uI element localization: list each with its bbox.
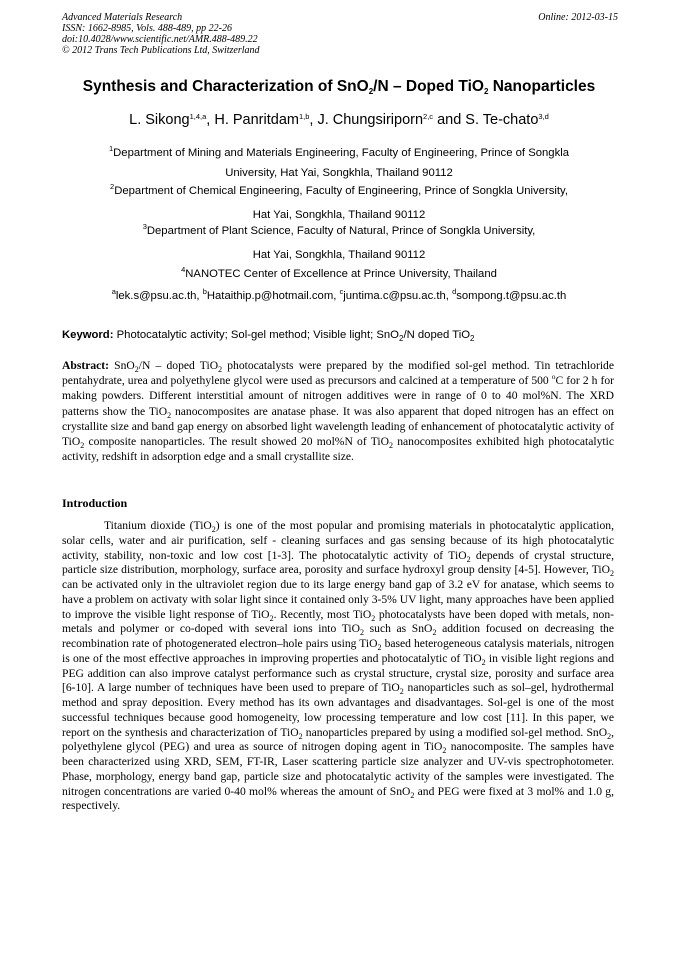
affiliation-text: Department of Mining and Materials Engineering, Faculty of Engineering, Prince of Songkla bbox=[113, 147, 570, 159]
email-list bbox=[40, 287, 638, 302]
paragraph-text: in visible light regions and PEG addition can also improve catalyst performance such as crystal structure, crystal size, porosity and surface area [6-10]. A large number of techniques have been used to prepare of TiO bbox=[62, 651, 615, 695]
paragraph-text: . Recently, most TiO bbox=[273, 607, 372, 621]
paragraph-text: depends of crystal structure, particle size distribution, morphology, surface area, porosity and surface hydroxyl group density [4-5]. However, TiO bbox=[62, 548, 614, 577]
author-affiliation-mark: 1,b bbox=[298, 112, 310, 121]
paragraph-subscript: 2 bbox=[607, 731, 612, 741]
paragraph-text: based heterogeneous catalysis materials, nitrogen is one of the most effective approaches in improving properties and photocatalytic of TiO bbox=[62, 637, 615, 665]
affiliation-text: University, Hat Yai, Songkhla, Thailand 90112 bbox=[225, 167, 453, 179]
copyright-line: © 2012 Trans Tech Publications Ltd, Switzerland bbox=[62, 45, 260, 56]
paragraph-text: can be activated only in the ultraviolet region due to its large energy band gap of 3.2 eV for anatase, which seems to have a problem on activaty with solar light since it contained only 3-5% UV light, many approaches have been applied to improve the visible light response of TiO bbox=[62, 578, 614, 621]
author-affiliation-mark: 2,c bbox=[423, 112, 434, 121]
author-name: L. Sikong bbox=[129, 112, 190, 128]
affiliation-text: Hat Yai, Songkhla, Thailand 90112 bbox=[252, 209, 426, 221]
abstract-subscript: 2 bbox=[80, 441, 85, 451]
affiliation-text: NANOTEC Center of Excellence at Prince University, Thailand bbox=[185, 268, 497, 280]
email-address: Hataithip.p@hotmail.com, bbox=[206, 290, 340, 302]
paragraph-subscript: 2 bbox=[432, 628, 437, 638]
author-affiliation-mark: 1,4,a bbox=[189, 112, 207, 121]
paragraph-text: , polyethylene glycol (PEG) and urea as source of nitrogen doping agent in TiO bbox=[62, 725, 614, 754]
title-subscript: 2 bbox=[368, 87, 374, 96]
paragraph-text: addition focused on decreasing the recombination rate of photogenerated electron–hole pairs using TiO bbox=[62, 622, 614, 650]
email-mark: a bbox=[111, 287, 116, 296]
abstract-text: nanocomposites exhibited high photocatalytic activity, redshift in adsorption edge and a small crystallite size. bbox=[62, 435, 614, 464]
introduction-paragraph bbox=[62, 519, 614, 814]
journal-header bbox=[62, 12, 618, 56]
abstract-text: photocatalysts were prepared by the modified sol-gel method. Tin tetrachloride pentahydrate, urea and polyethylene glycol were used as precursors and calcined at a temperature of 500 bbox=[62, 359, 614, 388]
paragraph-text: nanoparticles prepared by using a modified sol-gel method. SnO bbox=[302, 725, 608, 739]
title-subscript: 2 bbox=[483, 87, 489, 96]
paragraph-subscript: 2 bbox=[466, 554, 471, 564]
keyword-label: Keyword: bbox=[62, 329, 114, 341]
author-affiliation-mark: 3,d bbox=[538, 112, 549, 121]
paper-title bbox=[40, 78, 638, 96]
keywords bbox=[62, 329, 618, 341]
abstract-label: Abstract: bbox=[62, 359, 110, 372]
section-heading-introduction: Introduction bbox=[62, 496, 128, 510]
keyword-subscript: 2 bbox=[470, 334, 475, 343]
email-mark: d bbox=[452, 287, 457, 296]
author-name: and S. Te-chato bbox=[433, 112, 539, 128]
abstract-subscript: 2 bbox=[167, 410, 172, 420]
affiliation-mark: 1 bbox=[108, 144, 114, 153]
abstract-subscript: 2 bbox=[388, 441, 393, 451]
affiliation-2 bbox=[70, 181, 608, 225]
affiliation-mark: 3 bbox=[142, 222, 147, 231]
abstract-subscript: 2 bbox=[218, 365, 223, 374]
abstract-superscript: o bbox=[551, 372, 556, 382]
email-mark: c bbox=[339, 287, 344, 296]
paragraph-subscript: 2 bbox=[442, 746, 447, 756]
paragraph-subscript: 2 bbox=[410, 790, 415, 800]
keyword-text: Photocatalytic activity; Sol-gel method; Visible light; SnO bbox=[113, 329, 399, 341]
paragraph-text: nanoparticles such as sol–gel, hydrothermal method and spray deposition. Every method has its own advantages and disadvantages. Sol-gel is one of the most successful techniques because good homogeneity, low processing temperature and low cost [11]. In this paper, we report on the synthesis and characterization of TiO bbox=[62, 681, 614, 739]
abstract-text: SnO bbox=[109, 359, 135, 372]
abstract-text: composite nanoparticles. The result showed 20 mol%N of TiO bbox=[84, 435, 389, 449]
paragraph-text: ) is one of the most popular and promising materials in photocatalytic application, solar cells, water and air purification, self - cleaning surfaces and gas sensing because of its high photocatalytic activity, stability, non-toxic and low cost [1-3]. The photocatalytic activity of TiO bbox=[62, 519, 614, 562]
affiliation-1 bbox=[70, 143, 608, 183]
paragraph-text: photocatalysts have been doped with metals, non-metals and polymer or co-doped with several ions into TiO bbox=[62, 607, 615, 636]
title-text: Synthesis and Characterization of SnO bbox=[82, 78, 369, 95]
keyword-subscript: 2 bbox=[398, 334, 404, 343]
paragraph-subscript: 2 bbox=[211, 525, 216, 534]
author-name: , J. Chungsiriporn bbox=[309, 112, 424, 128]
abstract bbox=[62, 358, 614, 464]
paragraph-text: nanocomposite. The samples have been characterized using XRD, SEM, FT-IR, Laser scattering particle size analyzer and UV-vis spectrophotometer. Phase, morphology, energy band gap, particle size and photocatalytic activity of the samples were investigated. The nitrogen concentrations are varied 0-40 mol% whereas the amount of SnO bbox=[62, 740, 614, 798]
journal-name: Advanced Materials Research bbox=[62, 12, 183, 23]
keyword-text: /N doped TiO bbox=[403, 329, 470, 341]
email-address: sompong.t@psu.ac.th bbox=[456, 290, 567, 302]
paragraph-subscript: 2 bbox=[371, 613, 376, 623]
affiliation-text: Hat Yai, Songkhla, Thailand 90112 bbox=[252, 249, 426, 261]
issn-line: ISSN: 1662-8985, Vols. 488-489, pp 22-26 bbox=[62, 23, 232, 34]
paragraph-subscript: 2 bbox=[298, 731, 303, 741]
title-text: Nanoparticles bbox=[488, 78, 596, 95]
author-name: , H. Panritdam bbox=[206, 112, 299, 128]
paragraph-text: and PEG were fixed at 3 mol% and 1.0 g, respectively. bbox=[62, 784, 614, 813]
online-date: Online: 2012-03-15 bbox=[538, 12, 618, 23]
affiliation-text: Department of Plant Science, Faculty of Natural, Prince of Songkla University, bbox=[146, 225, 536, 237]
abstract-text: /N – doped TiO bbox=[138, 359, 219, 372]
paragraph-subscript: 2 bbox=[399, 687, 404, 697]
affiliation-mark: 2 bbox=[110, 182, 115, 191]
abstract-text: C for 2 h for making powders. Different interstitial amount of nitrogen additives were in range of 0 to 40 mol%N. The XRD patterns show the TiO bbox=[62, 374, 614, 418]
paragraph-text: such as SnO bbox=[364, 622, 433, 636]
affiliation-mark: 4 bbox=[181, 265, 186, 274]
paragraph-text: Titanium dioxide (TiO bbox=[104, 519, 212, 532]
affiliation-4 bbox=[70, 264, 608, 284]
affiliation-3 bbox=[70, 221, 608, 265]
paragraph-subscript: 2 bbox=[610, 569, 614, 579]
paragraph-subscript: 2 bbox=[481, 657, 486, 667]
paragraph-subscript: 2 bbox=[377, 643, 382, 652]
doi-line: doi:10.4028/www.scientific.net/AMR.488-489.22 bbox=[62, 34, 258, 45]
author-list bbox=[40, 112, 638, 128]
email-address: juntima.c@psu.ac.th, bbox=[343, 290, 453, 302]
affiliation-text: Department of Chemical Engineering, Faculty of Engineering, Prince of Songkla University, bbox=[114, 185, 568, 197]
email-address: lek.s@psu.ac.th, bbox=[115, 290, 203, 302]
abstract-subscript: 2 bbox=[134, 365, 139, 374]
title-text: /N – Doped TiO bbox=[373, 78, 484, 95]
email-mark: b bbox=[202, 287, 207, 296]
abstract-text: nanocomposites are anatase phase. It was also apparent that doped nitrogen has an effect on crystallite size and band gap energy on absorbed light wavelength leading of enhancement of photocatalytic activity of TiO bbox=[62, 404, 614, 449]
paragraph-subscript: 2 bbox=[360, 628, 364, 638]
paragraph-subscript: 2 bbox=[269, 613, 274, 623]
